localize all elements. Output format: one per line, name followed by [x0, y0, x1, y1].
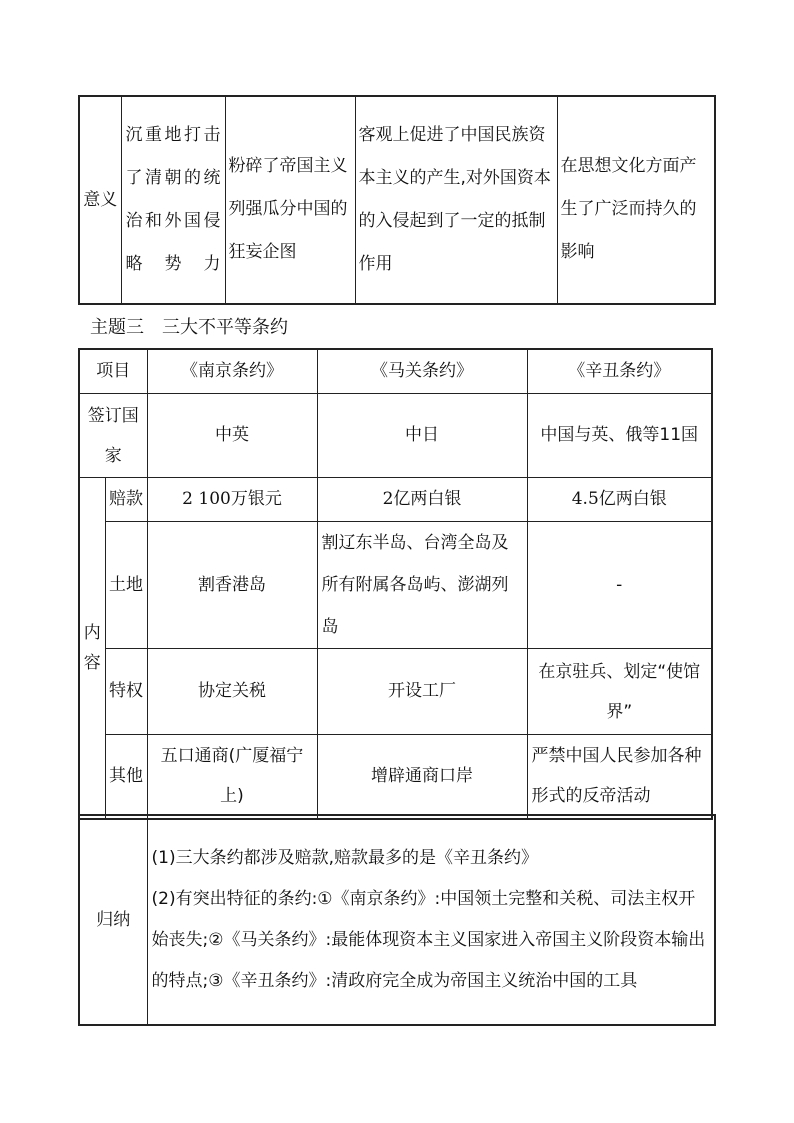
row-label: 赔款: [105, 478, 147, 522]
summary-point-1: (1)三大条约都涉及赔款,赔款最多的是《辛丑条约》: [151, 848, 538, 868]
content-label: 内容: [79, 478, 105, 819]
summary-table: [78, 814, 716, 1026]
indemnity-xinchou: 4.5亿两白银: [527, 478, 712, 522]
signatories-label: 签订国家: [79, 394, 147, 478]
summary-content: [147, 815, 715, 1025]
header-nanjing: 《南京条约》: [147, 349, 317, 394]
territory-xinchou: -: [527, 522, 712, 649]
row-label: 特权: [105, 649, 147, 735]
header-maguan: 《马关条约》: [317, 349, 527, 394]
row-label: 土地: [105, 522, 147, 649]
significance-cell: 客观上促进了中国民族资本主义的产生,对外国资本的入侵起到了一定的抵制作用: [355, 96, 557, 304]
privilege-xinchou: 在京驻兵、划定“使馆界”: [527, 649, 712, 735]
signatories-nanjing: 中英: [147, 394, 317, 478]
significance-cell: 沉重地打击了清朝的统治和外国侵略势力: [121, 96, 225, 304]
summary-point-2: (2)有突出特征的条约:①《南京条约》:中国领土完整和关税、司法主权开始丧失;②《马关条约》:最能体现资本主义国家进入帝国主义阶段资本输出的特点;③《辛丑条约》:清政府完全成为帝国主义统治中国的工具: [151, 889, 706, 991]
privilege-maguan: 开设工厂: [317, 649, 527, 735]
significance-cell: 粉碎了帝国主义列强瓜分中国的狂妄企图: [225, 96, 355, 304]
summary-label: 归纳: [79, 815, 147, 1025]
signatories-xinchou: 中国与英、俄等11国: [527, 394, 712, 478]
territory-nanjing: 割香港岛: [147, 522, 317, 649]
row-label: 其他: [105, 735, 147, 819]
section-heading: 主题三 三大不平等条约: [90, 317, 288, 338]
other-nanjing: 五口通商(广厦福宁上): [147, 735, 317, 819]
privilege-nanjing: 协定关税: [147, 649, 317, 735]
territory-maguan: 割辽东半岛、台湾全岛及所有附属各岛屿、澎湖列岛: [317, 522, 527, 649]
significance-table: [78, 95, 716, 305]
header-xinchou: 《辛丑条约》: [527, 349, 712, 394]
other-maguan: 增辟通商口岸: [317, 735, 527, 819]
indemnity-nanjing: 2 100万银元: [147, 478, 317, 522]
indemnity-maguan: 2亿两白银: [317, 478, 527, 522]
significance-row-label: 意义: [79, 96, 121, 304]
significance-cell: 在思想文化方面产生了广泛而持久的影响: [557, 96, 715, 304]
treaty-table: [78, 348, 713, 820]
other-xinchou: 严禁中国人民参加各种形式的反帝活动: [527, 735, 712, 819]
header-item: 项目: [79, 349, 147, 394]
signatories-maguan: 中日: [317, 394, 527, 478]
